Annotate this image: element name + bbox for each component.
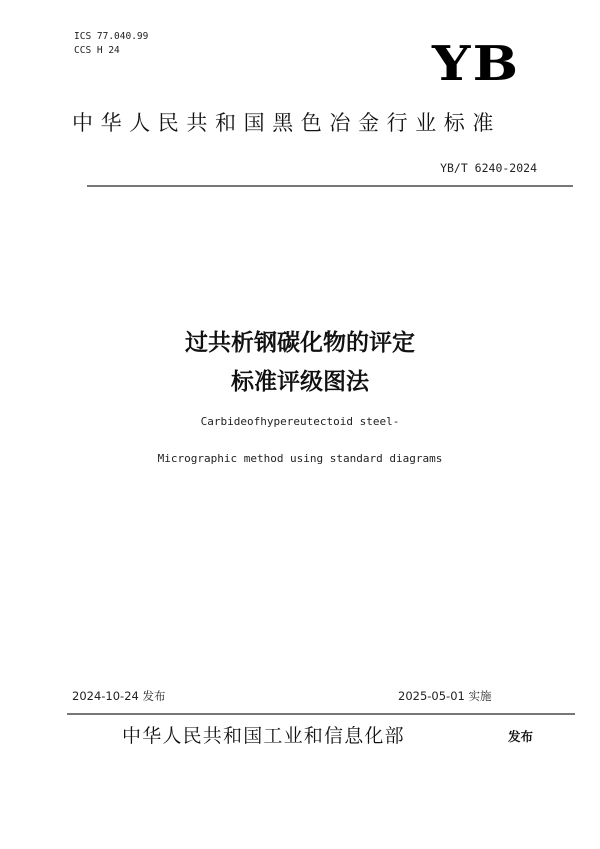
implementation-date: 2025-05-01 实施 (398, 689, 492, 703)
header-divider (87, 185, 573, 187)
document-title-zh-line-2: 标准评级图法 (231, 369, 369, 395)
ics-code: ICS 77.040.99 (74, 31, 149, 42)
issuing-authority: 中华人民共和国工业和信息化部 (122, 725, 405, 747)
issuing-action-label: 发布 (508, 729, 534, 744)
standard-number: YB/T 6240-2024 (440, 161, 537, 175)
document-title-en-line-2: Micrographic method using standard diagrams (157, 452, 443, 465)
standard-category-heading: 中华人民共和国黑色冶金行业标准 (72, 111, 501, 135)
issue-date: 2024-10-24 发布 (72, 689, 166, 703)
footer-divider (67, 713, 575, 715)
document-title-en-line-1: Carbideofhypereutectoid steel- (200, 415, 400, 428)
document-title-zh-line-1: 过共析钢碳化物的评定 (185, 330, 415, 356)
ccs-code: CCS H 24 (74, 45, 120, 56)
yb-logo: YB (432, 36, 521, 92)
